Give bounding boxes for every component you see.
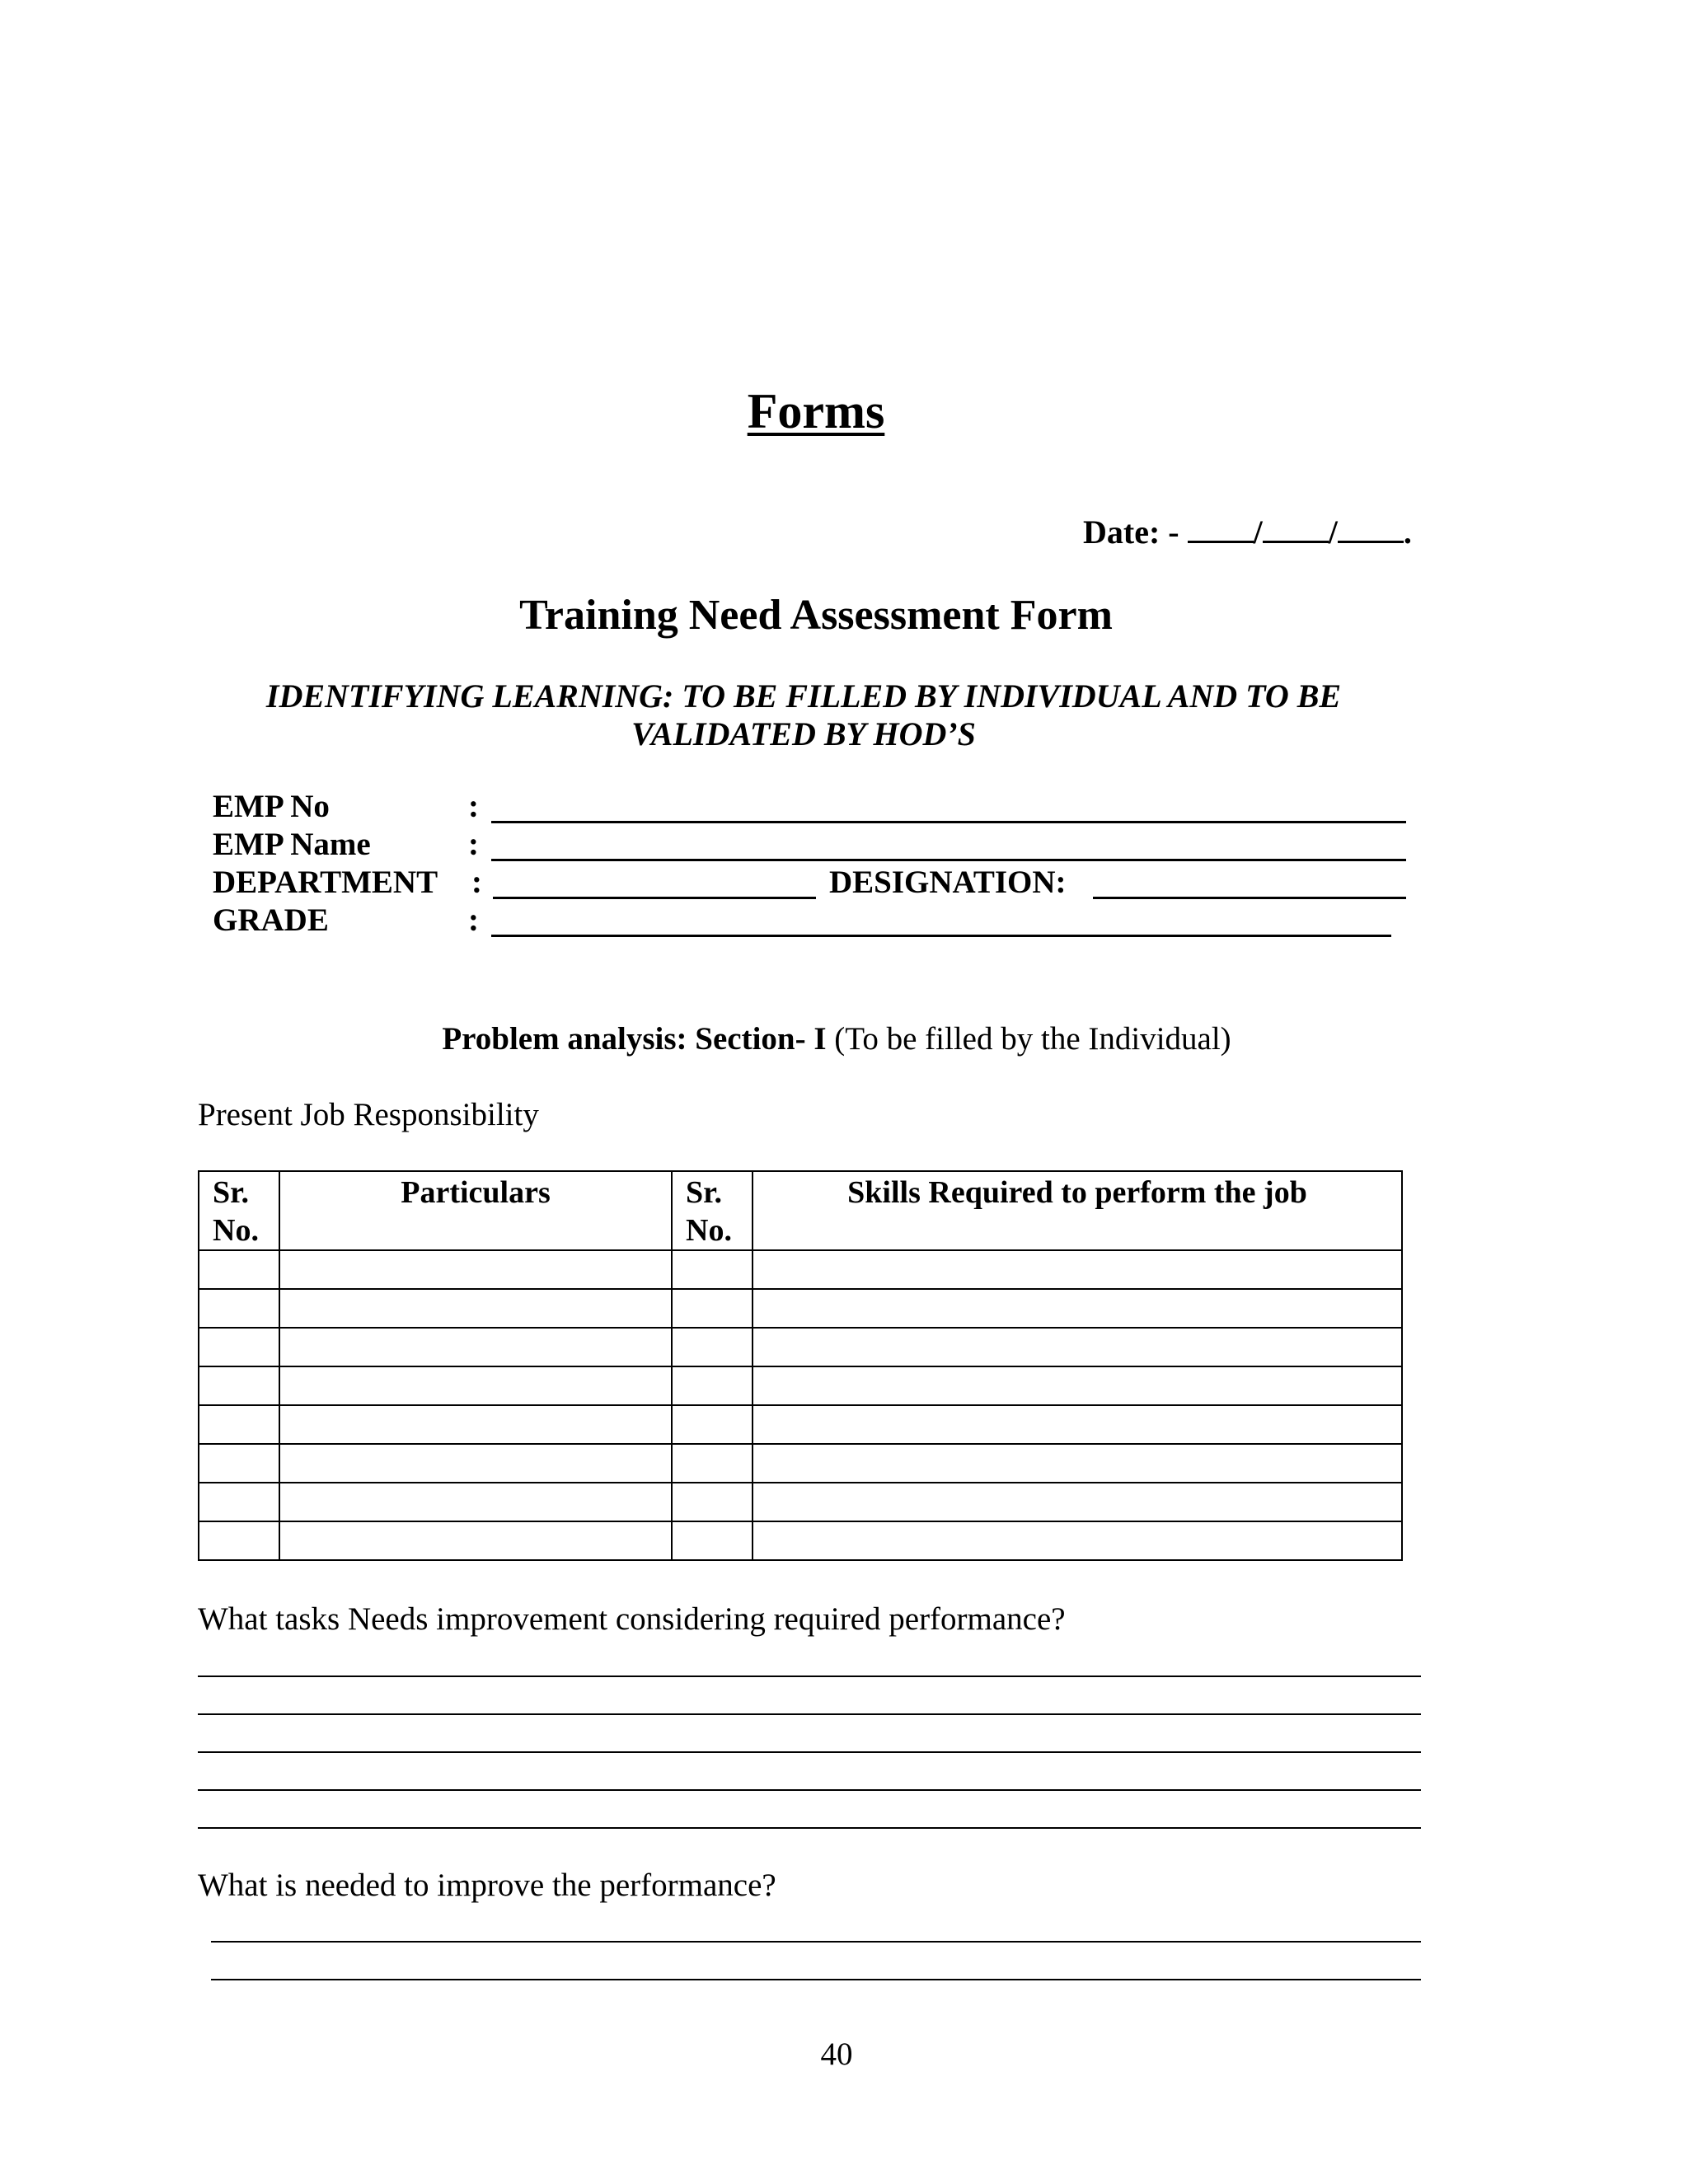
emp-name-field[interactable] xyxy=(491,826,1406,861)
cell-sr-no-2[interactable] xyxy=(672,1405,753,1444)
cell-skills[interactable] xyxy=(753,1289,1402,1328)
cell-skills[interactable] xyxy=(753,1521,1402,1560)
cell-sr-no-2[interactable] xyxy=(672,1328,753,1366)
cell-particulars[interactable] xyxy=(279,1250,672,1289)
header-sr-no-bottom: No. xyxy=(213,1213,259,1248)
colon: : xyxy=(468,789,479,824)
date-month-blank[interactable] xyxy=(1263,516,1329,543)
grade-label: GRADE xyxy=(213,902,329,938)
answer-line[interactable] xyxy=(198,1751,1421,1753)
cell-sr-no[interactable] xyxy=(199,1483,279,1521)
header-sr-no-2-bottom: No. xyxy=(686,1213,732,1248)
cell-sr-no-2[interactable] xyxy=(672,1366,753,1405)
header-sr-no-top: Sr. xyxy=(213,1175,250,1210)
department-field[interactable] xyxy=(493,864,816,899)
cell-sr-no[interactable] xyxy=(199,1444,279,1483)
table-row xyxy=(199,1444,1402,1483)
cell-particulars[interactable] xyxy=(279,1521,672,1560)
colon: : xyxy=(468,827,479,862)
cell-particulars[interactable] xyxy=(279,1483,672,1521)
cell-sr-no[interactable] xyxy=(199,1366,279,1405)
cell-sr-no-2[interactable] xyxy=(672,1483,753,1521)
answer-line[interactable] xyxy=(211,1979,1421,1980)
table-row xyxy=(199,1366,1402,1405)
emp-no-field[interactable] xyxy=(491,788,1406,823)
cell-skills[interactable] xyxy=(753,1483,1402,1521)
table-row xyxy=(199,1521,1402,1560)
date-year-blank[interactable] xyxy=(1338,516,1404,543)
header-skills-required: Skills Required to perform the job xyxy=(753,1171,1402,1250)
table-row xyxy=(199,1328,1402,1366)
answer-line[interactable] xyxy=(198,1713,1421,1715)
cell-sr-no-2[interactable] xyxy=(672,1289,753,1328)
cell-sr-no[interactable] xyxy=(199,1328,279,1366)
cell-skills[interactable] xyxy=(753,1250,1402,1289)
cell-sr-no-2[interactable] xyxy=(672,1521,753,1560)
designation-field[interactable] xyxy=(1093,864,1406,899)
cell-sr-no[interactable] xyxy=(199,1289,279,1328)
answer-line[interactable] xyxy=(198,1789,1421,1791)
header-particulars: Particulars xyxy=(279,1171,672,1250)
question-tasks-improvement: What tasks Needs improvement considering required performance? xyxy=(198,1601,1066,1637)
cell-skills[interactable] xyxy=(753,1328,1402,1366)
date-separator: / xyxy=(1253,513,1263,551)
date-day-blank[interactable] xyxy=(1188,516,1254,543)
designation-label: DESIGNATION: xyxy=(829,865,1067,900)
section-heading xyxy=(0,1020,1673,1057)
emp-name-label: EMP Name xyxy=(213,827,371,862)
cell-particulars[interactable] xyxy=(279,1328,672,1366)
table-row xyxy=(199,1250,1402,1289)
colon: : xyxy=(471,865,482,900)
cell-particulars[interactable] xyxy=(279,1366,672,1405)
header-sr-no-2 xyxy=(672,1171,753,1250)
header-sr-no xyxy=(199,1171,279,1250)
date-label: Date: - xyxy=(1083,513,1179,551)
colon: : xyxy=(468,902,479,938)
answer-line[interactable] xyxy=(198,1827,1421,1829)
present-job-label: Present Job Responsibility xyxy=(198,1097,539,1132)
table-row xyxy=(199,1289,1402,1328)
section-heading-bold: Problem analysis: Section- I xyxy=(442,1021,827,1057)
emp-no-label: EMP No xyxy=(213,789,330,824)
job-responsibility-table xyxy=(198,1170,1403,1561)
cell-sr-no[interactable] xyxy=(199,1405,279,1444)
form-subtitle xyxy=(198,677,1409,753)
date-field xyxy=(1083,513,1412,551)
table-row xyxy=(199,1483,1402,1521)
section-heading-note: (To be filled by the Individual) xyxy=(834,1021,1231,1057)
page-number: 40 xyxy=(820,2036,853,2072)
answer-line[interactable] xyxy=(198,1675,1421,1677)
header-sr-no-2-top: Sr. xyxy=(686,1175,723,1210)
cell-sr-no-2[interactable] xyxy=(672,1250,753,1289)
cell-sr-no[interactable] xyxy=(199,1521,279,1560)
date-separator: / xyxy=(1328,513,1338,551)
cell-particulars[interactable] xyxy=(279,1444,672,1483)
page-title: Forms xyxy=(747,384,885,438)
date-end: . xyxy=(1403,513,1412,551)
cell-skills[interactable] xyxy=(753,1366,1402,1405)
table-header-row xyxy=(199,1171,1402,1250)
table-row xyxy=(199,1405,1402,1444)
grade-field[interactable] xyxy=(491,902,1391,937)
question-improve-performance: What is needed to improve the performance? xyxy=(198,1868,776,1903)
cell-sr-no[interactable] xyxy=(199,1250,279,1289)
cell-skills[interactable] xyxy=(753,1444,1402,1483)
answer-line[interactable] xyxy=(211,1941,1421,1943)
subtitle-line-1: IDENTIFYING LEARNING: TO BE FILLED BY INDIVIDUAL AND TO BE xyxy=(265,677,1342,715)
cell-skills[interactable] xyxy=(753,1405,1402,1444)
department-label: DEPARTMENT xyxy=(213,865,438,900)
form-title: Training Need Assessment Form xyxy=(519,592,1113,639)
cell-particulars[interactable] xyxy=(279,1405,672,1444)
subtitle-line-2: VALIDATED BY HOD’S xyxy=(631,715,976,752)
cell-particulars[interactable] xyxy=(279,1289,672,1328)
cell-sr-no-2[interactable] xyxy=(672,1444,753,1483)
